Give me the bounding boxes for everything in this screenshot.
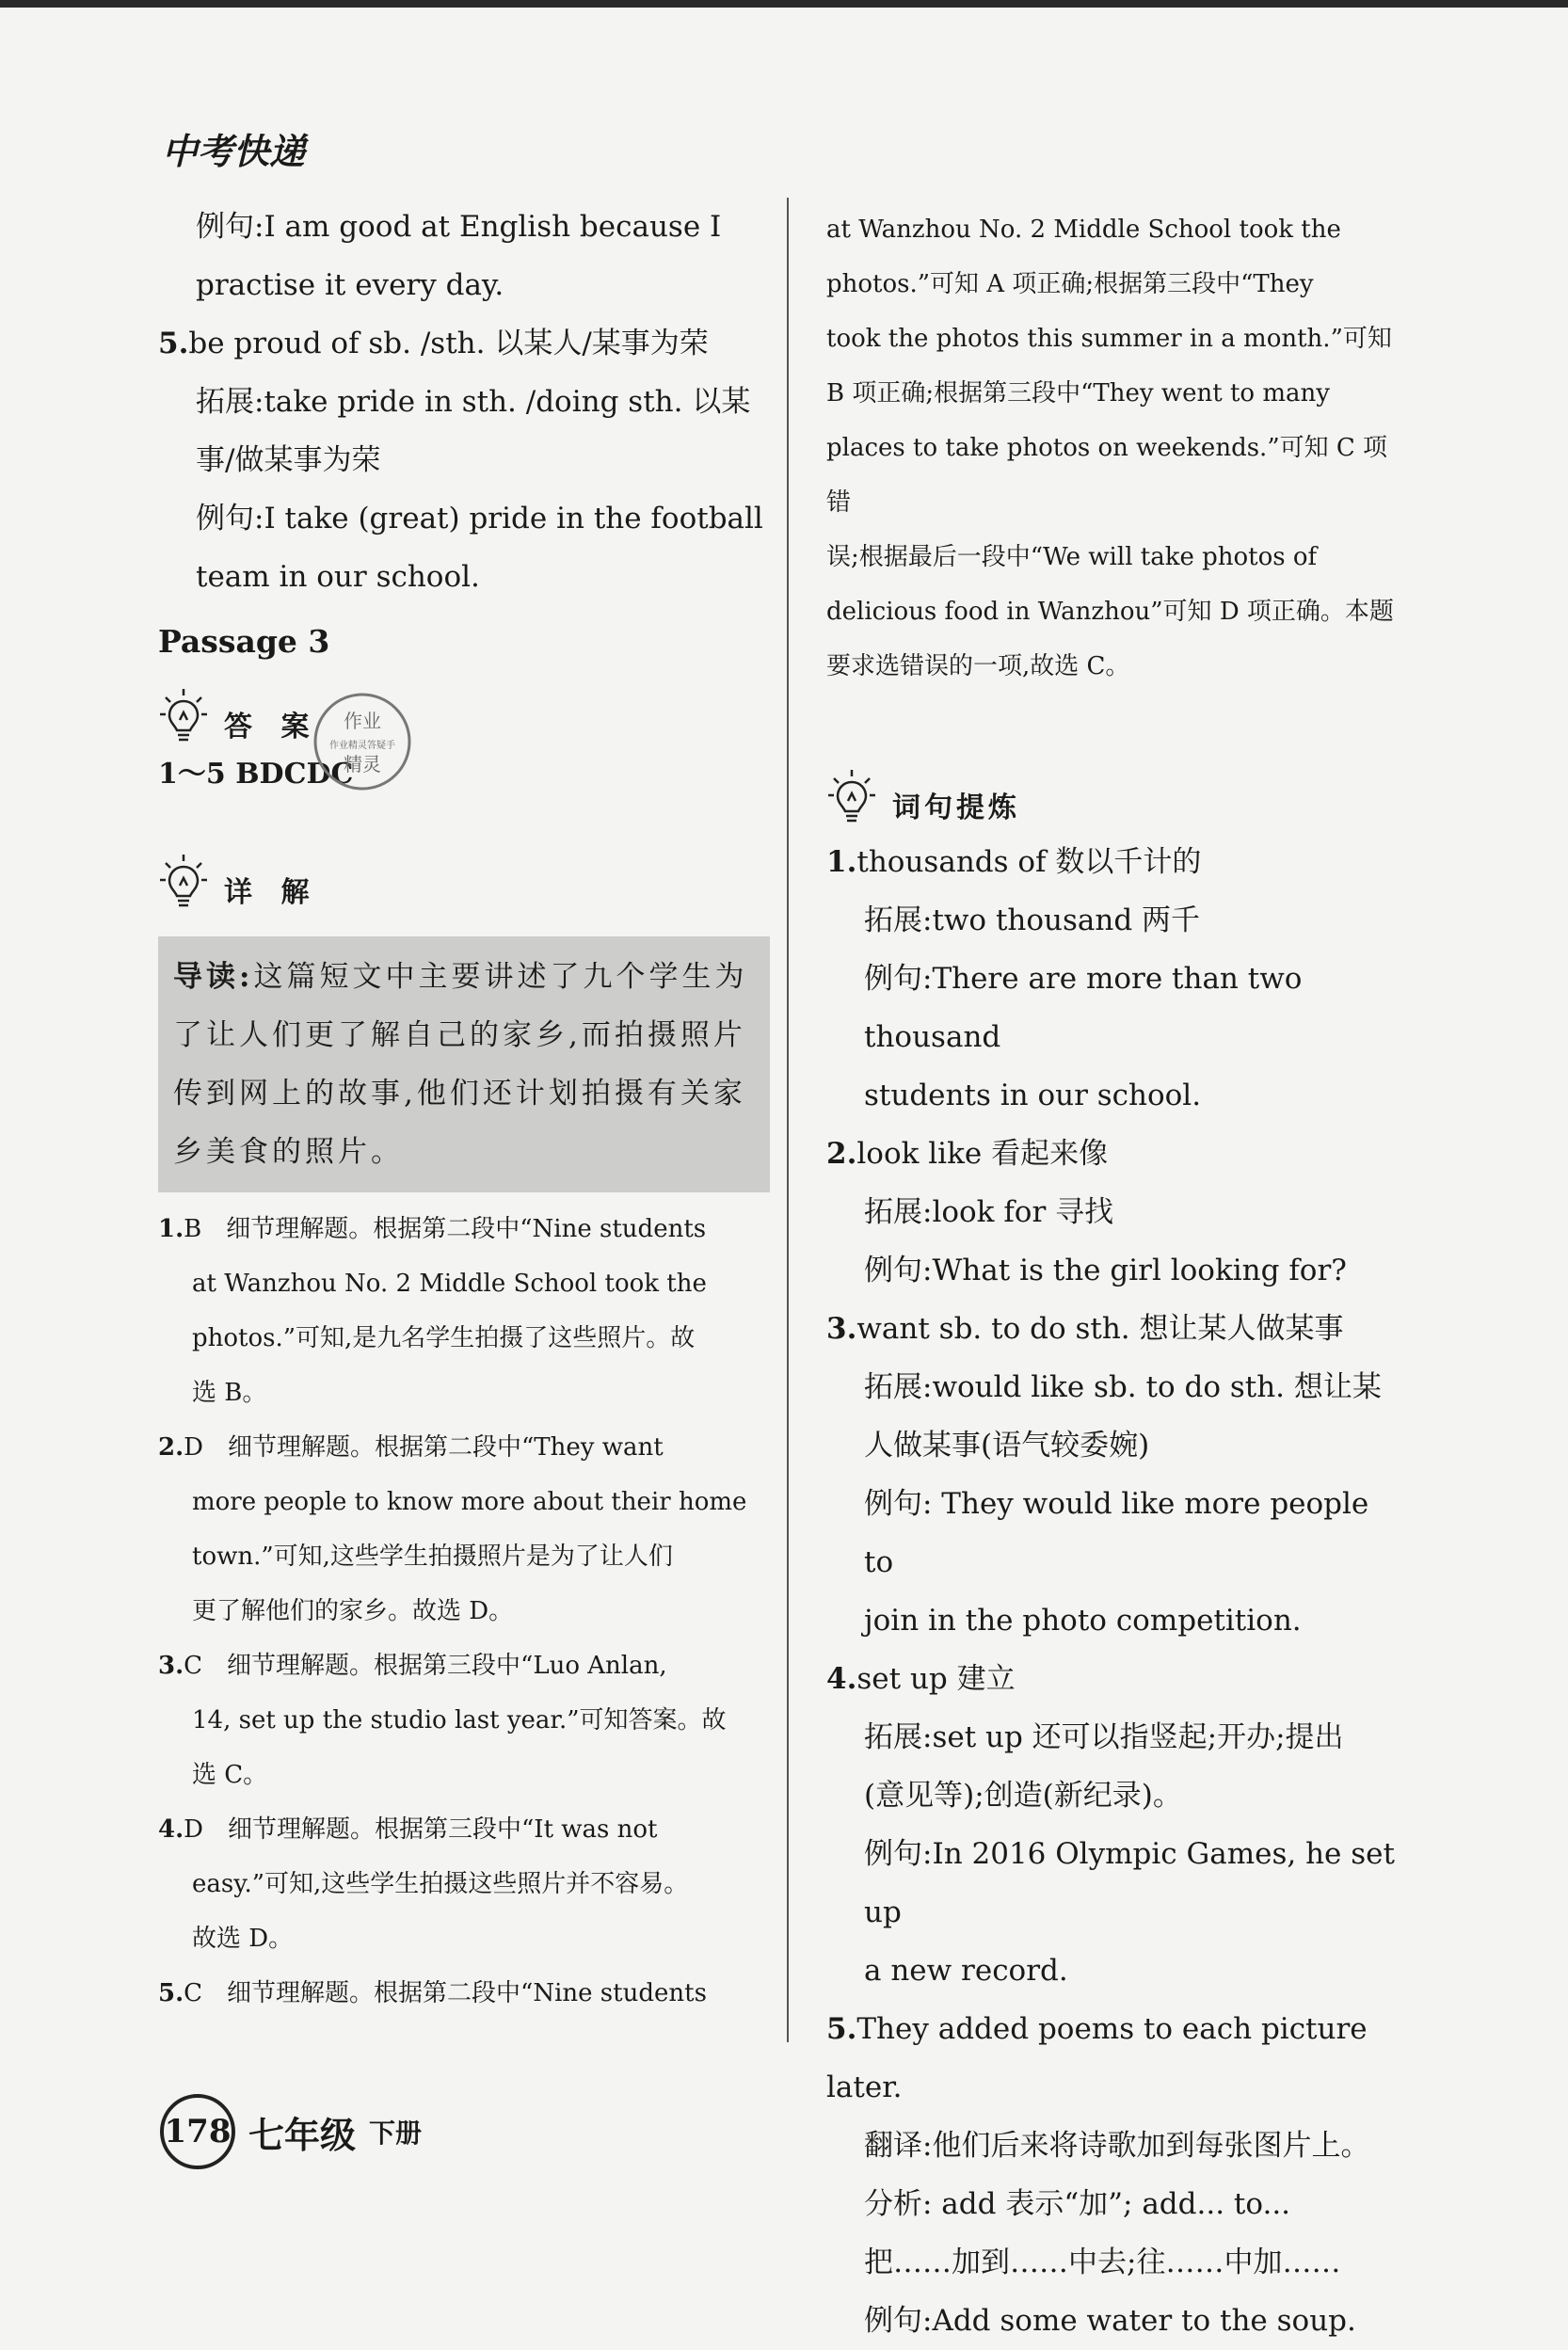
text-line <box>158 1966 770 2021</box>
left-top-block <box>158 198 770 606</box>
right-top-block <box>826 202 1406 694</box>
vocab-section-heading <box>826 759 1406 825</box>
line-text: 翻译:他们后来将诗歌加到每张图片上。 <box>864 2129 1370 2163</box>
text-line <box>826 1125 1406 1183</box>
text-line <box>826 2292 1406 2350</box>
line-text: 事/做某事为荣 <box>196 443 381 477</box>
text-line <box>158 1857 770 1911</box>
grade-label: 七年级 <box>248 2114 357 2156</box>
text-line <box>826 891 1406 950</box>
text-line <box>158 314 770 373</box>
line-text: 选 C。 <box>192 1761 268 1789</box>
text-line <box>158 1256 770 1311</box>
line-text: town.”可知,这些学生拍摄照片是为了让人们 <box>192 1543 673 1571</box>
text-line <box>158 1911 770 1966</box>
lightbulb-icon <box>158 686 209 744</box>
line-text: students in our school. <box>864 1079 1202 1112</box>
line-text: D 细节理解题。根据第二段中“They want <box>184 1433 664 1462</box>
item-number: 2. <box>826 1137 857 1171</box>
text-line <box>158 1202 770 1256</box>
vocab-list <box>826 833 1406 2350</box>
text-line <box>826 1183 1406 1241</box>
text-line: delicious food in Wanzhou”可知 D 项正确。本题 <box>826 598 1394 626</box>
item-number: 2. <box>158 1433 184 1462</box>
stamp-line1: 作业 <box>344 710 381 732</box>
line-text: set up 建立 <box>856 1662 1016 1696</box>
guide-box <box>158 936 770 1192</box>
stamp-line2: 作业精灵答疑手 <box>329 741 395 751</box>
text-line: 要求选错误的一项,故选 C。 <box>826 652 1130 680</box>
lightbulb-icon <box>158 852 209 910</box>
line-text: join in the photo competition. <box>864 1604 1302 1638</box>
line-text: (意见等);创造(新纪录)。 <box>864 1779 1182 1813</box>
line-text: 例句:I take (great) pride in the football <box>196 502 763 536</box>
text-line: 误;根据最后一段中“We will take photos of <box>826 543 1318 571</box>
guide-label: 导读: <box>173 960 254 994</box>
text-line: photos.”可知 A 项正确;根据第三段中“They <box>826 270 1314 298</box>
answer-key: 1～5 BDCDC <box>158 758 354 791</box>
text-line <box>158 1475 770 1529</box>
item-number: 5. <box>826 2012 857 2046</box>
line-text: team in our school. <box>196 560 480 594</box>
left-column <box>158 198 770 2021</box>
item-number: 4. <box>826 1662 857 1696</box>
guide-text: 这篇短文中主要讲述了九个学生为了让人们更了解自己的家乡,而拍摄照片传到网上的故事,他们还计划拍摄有关家乡美食的照片。 <box>173 960 748 1169</box>
line-text: 例句:Add some water to the soup. <box>864 2304 1356 2338</box>
answer-section-heading <box>158 679 770 744</box>
text-line <box>826 2233 1406 2292</box>
line-text: 例句:In 2016 Olympic Games, he set up <box>864 1837 1395 1929</box>
line-text: 选 B。 <box>192 1379 267 1407</box>
text-line <box>826 1942 1406 2000</box>
line-text: 拓展:would like sb. to do sth. 想让某 <box>864 1370 1382 1404</box>
line-text: They added poems to each picture later. <box>826 2012 1368 2104</box>
watermark-stamp <box>311 690 414 793</box>
volume-label: 下册 <box>369 2118 423 2149</box>
line-text: 分析: add 表示“加”; add... to... <box>864 2187 1291 2221</box>
line-text: thousands of 数以千计的 <box>856 845 1202 879</box>
text-line <box>826 1066 1406 1125</box>
text-line <box>158 198 770 256</box>
page-footer <box>160 2094 422 2169</box>
text-line <box>158 431 770 489</box>
text-line: took the photos this summer in a month.”可知 <box>826 325 1392 353</box>
line-text: B 细节理解题。根据第二段中“Nine students <box>184 1215 707 1243</box>
line-text: 故选 D。 <box>192 1925 294 1953</box>
passage-title: Passage 3 <box>158 623 330 660</box>
item-number: 1. <box>158 1215 184 1243</box>
text-line <box>158 1366 770 1420</box>
line-text: 拓展:look for 寻找 <box>864 1195 1114 1229</box>
line-text: easy.”可知,这些学生拍摄这些照片并不容易。 <box>192 1870 689 1898</box>
line-text: photos.”可知,是九名学生拍摄了这些照片。故 <box>192 1324 696 1352</box>
text-line <box>826 1591 1406 1650</box>
item-number: 5. <box>158 327 189 360</box>
lightbulb-icon <box>826 767 877 825</box>
text-line <box>826 1708 1406 1766</box>
page-number: 178 <box>160 2094 235 2169</box>
line-text: 14, set up the studio last year.”可知答案。故 <box>192 1706 727 1735</box>
text-line <box>826 2000 1406 2117</box>
line-text: look like 看起来像 <box>856 1137 1109 1171</box>
text-line <box>826 1358 1406 1416</box>
line-text: 拓展:set up 还可以指竖起;开办;提出 <box>864 1720 1344 1754</box>
text-line: at Wanzhou No. 2 Middle School took the <box>826 216 1341 244</box>
text-line <box>826 2175 1406 2233</box>
text-line <box>826 1825 1406 1942</box>
text-line <box>158 1639 770 1693</box>
line-text: 拓展:two thousand 两千 <box>864 903 1201 937</box>
vocab-heading: 词句提炼 <box>892 791 1020 824</box>
text-line <box>826 833 1406 891</box>
line-text: 把……加到……中去;往……中加…… <box>864 2246 1341 2279</box>
text-line <box>158 489 770 548</box>
text-line <box>158 1748 770 1802</box>
text-line <box>158 1693 770 1748</box>
item-number: 1. <box>826 845 857 879</box>
line-text: at Wanzhou No. 2 Middle School took the <box>192 1270 707 1298</box>
answer-heading: 答 案 <box>224 711 319 743</box>
top-border <box>0 0 1568 8</box>
text-line <box>826 1650 1406 1708</box>
line-text: 更了解他们的家乡。故选 D。 <box>192 1597 514 1625</box>
detail-explanations <box>158 1202 770 2021</box>
detail-section-heading <box>158 844 770 910</box>
text-line <box>826 1766 1406 1825</box>
text-line <box>158 256 770 314</box>
line-text: be proud of sb. /sth. 以某人/某事为荣 <box>188 327 709 360</box>
line-text: 例句: They would like more people to <box>864 1487 1369 1579</box>
text-line <box>826 950 1406 1066</box>
text-line <box>826 2117 1406 2175</box>
text-line: B 项正确;根据第三段中“They went to many <box>826 379 1330 408</box>
text-line <box>826 1241 1406 1300</box>
text-line: places to take photos on weekends.”可知 C 项错 <box>826 434 1388 517</box>
line-text: 例句:What is the girl looking for? <box>864 1254 1347 1287</box>
text-line <box>158 373 770 431</box>
item-number: 4. <box>158 1815 184 1844</box>
text-line <box>158 1584 770 1639</box>
line-text: 例句:I am good at English because I <box>196 210 722 244</box>
text-line <box>158 1311 770 1366</box>
item-number: 3. <box>158 1652 184 1680</box>
line-text: practise it every day. <box>196 268 504 302</box>
line-text: D 细节理解题。根据第三段中“It was not <box>184 1815 658 1844</box>
text-line <box>826 1300 1406 1358</box>
line-text: want sb. to do sth. 想让某人做某事 <box>856 1312 1344 1346</box>
text-line <box>826 1475 1406 1591</box>
text-line <box>158 1420 770 1475</box>
line-text: a new record. <box>864 1954 1068 1988</box>
line-text: more people to know more about their home <box>192 1488 747 1516</box>
line-text: 例句:There are more than two thousand <box>864 962 1303 1054</box>
text-line <box>158 1802 770 1857</box>
detail-heading: 详 解 <box>224 876 319 909</box>
item-number: 5. <box>158 1979 184 2007</box>
right-column <box>826 202 1406 2350</box>
line-text: C 细节理解题。根据第三段中“Luo Anlan, <box>184 1652 667 1680</box>
line-text: 拓展:take pride in sth. /doing sth. 以某 <box>196 385 751 419</box>
text-line <box>158 548 770 606</box>
line-text: C 细节理解题。根据第二段中“Nine students <box>184 1979 707 2007</box>
text-line <box>158 1529 770 1584</box>
text-line <box>826 1416 1406 1475</box>
stamp-line3: 精灵 <box>344 753 381 775</box>
line-text: 人做某事(语气较委婉) <box>864 1429 1150 1463</box>
item-number: 3. <box>826 1312 857 1346</box>
column-divider <box>787 198 789 2042</box>
page-header: 中考快递 <box>162 131 306 172</box>
